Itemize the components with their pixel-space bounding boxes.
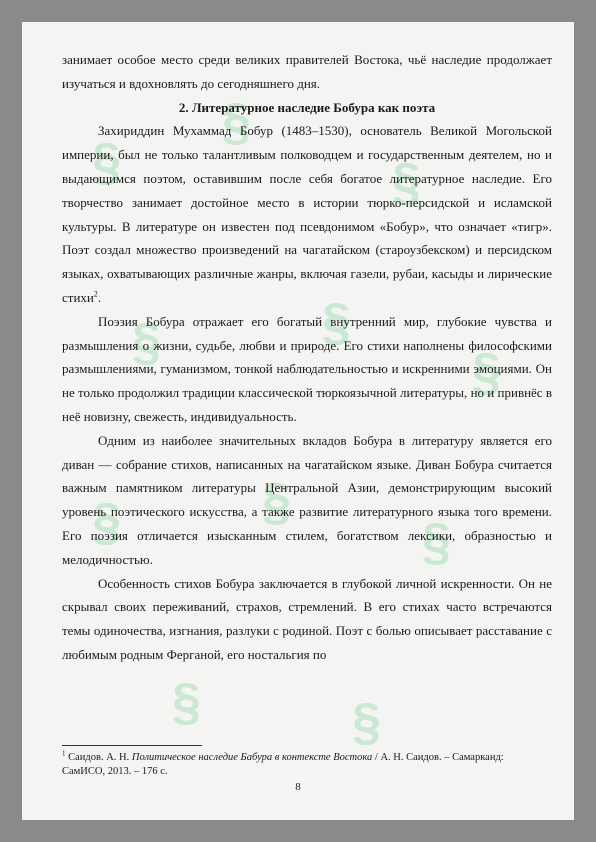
footnote-divider — [62, 745, 202, 746]
paragraph-2: Поэзия Бобура отражает его богатый внутренний мир, глубокие чувства и размышления о жизни, судьбе, любви и природе. Его стихи наполнены философскими размышлениями, гуманизмом, тонкой наблюдательностью и искренними эмоциями. Он не только продолжил традиции классической тюркоязычной литературы, но и привнёс в неё новизну, свежесть, индивидуальность. — [62, 313, 552, 424]
page-number: 8 — [295, 781, 301, 793]
footnote-reference[interactable]: 2 — [93, 289, 98, 299]
footnote-title: Политическое наследие Бабура в контексте Востока — [131, 752, 373, 763]
paragraph-4: Особенность стихов Бобура заключается в глубокой личной искренности. Он не скрывал своих переживаний, страхов, стремлений. В его стихах часто встречаются темы одиночества, изгнания, разлуки с родиной. Поэт с болью описывает расставание с любимым родным Ферганой, его ностальгия по — [62, 575, 552, 662]
watermark: § § § § § § § § § § § — [92, 93, 501, 751]
paragraph-3: Одним из наиболее значительных вкладов Бобура в литературу является его диван — собрание стихов, написанных на чагатайском языке. Диван Бобура считается важным памятником литературы Центральной Азии, демонстрирующим высокий уровень поэтического искусства, а также развитие литературного языка того времени. Его поэзия отличается изысканным стилем, богатством лексики, образностью и мелодичностью. — [62, 432, 552, 567]
footnote — [62, 751, 538, 779]
section-heading: 2. Литературное наследие Бобура как поэта — [178, 99, 436, 115]
paragraph-1-text: Захириддин Мухаммад Бобур (1483–1530), основатель Великой Могольской империи, был не только талантливым полководцем и государственным деятелем, но и выдающимся поэтом, оставившим после себя богатое литературное наследие. Его творчество занимает достойное место в истории тюрко-персидской и исламской культуры. В литературе он известен под псевдонимом «Бобур», что означает «тигр». Поэт создал множество произведений на чагатайском (староузбекском) и персидском языках, охватывающих различные жанры, включая газели, рубаи, касыды и лирические стихи — [62, 123, 552, 305]
footnote-rest: / А. Н. Саидов. – Самарканд: СамИСО, 2013. – 176 с. — [62, 752, 504, 777]
body-text — [62, 48, 552, 667]
footnote-mark: 1 — [62, 749, 66, 758]
paragraph-1 — [62, 119, 552, 309]
footnote-author: Саидов. А. Н. — [65, 752, 132, 763]
paragraph-continuation: занимает особое место среди великих правителей Востока, чьё наследие продолжает изучаться и вдохновлять до сегодняшнего дня. — [62, 52, 552, 91]
paragraph-1-end: . — [97, 289, 102, 305]
